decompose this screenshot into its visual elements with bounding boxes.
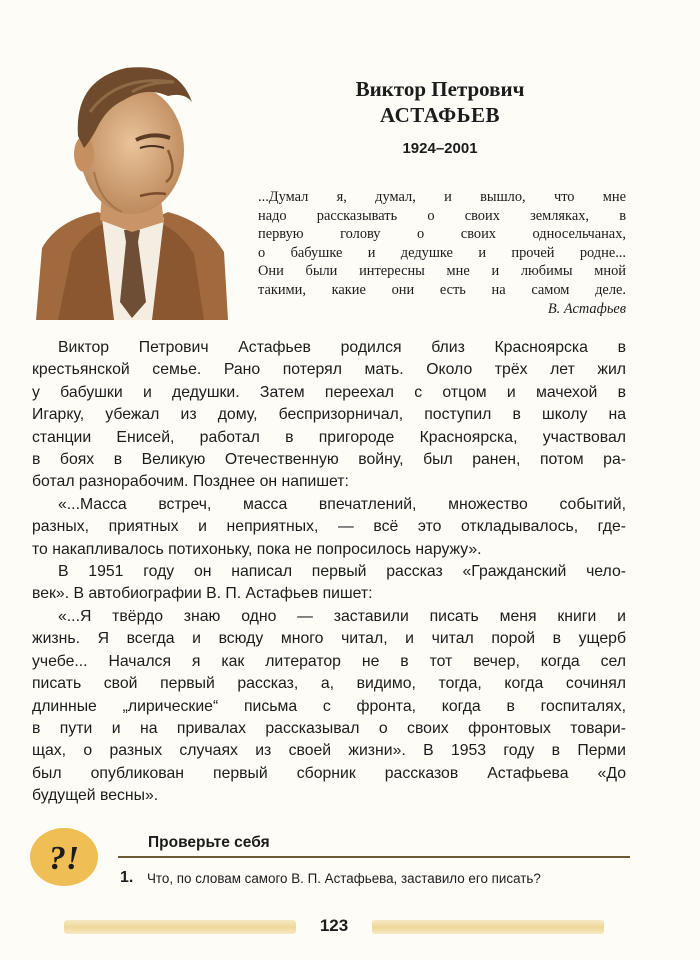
epigraph-line: такими, какие они есть на самом деле. [258,281,626,298]
question-badge-icon [28,826,100,888]
text-line: то накапливалось потихоньку, пока не попросилось наружу». [32,540,482,558]
text-line: Виктор Петрович Астафьев родился близ Красноярска в [58,339,626,356]
text-line: был опубликован первый сборник рассказов Астафьева «До [32,764,626,782]
text-line: учебе... Начался я как литератор не в тот вечер, когда сел [32,652,626,670]
epigraph-author: В. Астафьев [547,301,626,317]
text-line: Игарку, убежал из дому, беспризорничал, поступил в школу на [32,406,626,424]
footer-band-right [372,920,604,934]
text-line: станции Енисей, работал в пригороде Красноярска, участвовал [32,428,626,446]
text-line: «...Масса встреч, масса впечатлений, множество событий, [58,495,626,513]
epigraph-line: ...Думал я, думал, и вышло, что мне [258,189,626,205]
author-title-block [300,76,580,157]
text-line: у бабушки и дедушки. Затем переехал с отцом и мачехой в [32,383,626,401]
author-years: 1924–2001 [402,140,478,157]
question-number: 1. [120,869,134,886]
text-line: будущей весны». [32,787,159,805]
question-badge-text: ?! [48,840,80,877]
author-portrait-icon [28,52,234,320]
text-line: ботал разнорабочим. Позднее он напишет: [32,473,349,491]
text-line: «...Я твёрдо знаю одно — заставили писать меня книги и [58,607,626,625]
text-line: в боях в Великую Отечественную войну, был ранен, потом ра- [32,451,626,469]
text-line: длинные „лирические“ письма с фронта, когда в госпиталях, [32,697,626,715]
footer-band-left [64,920,296,934]
text-line: В 1951 году он написал первый рассказ «Гражданский чело- [58,563,626,581]
text-line: писать свой первый рассказ, а, видимо, тогда, когда сочинял [32,675,626,693]
epigraph-line: первую голову о своих односельчанах, [258,226,626,242]
epigraph [258,188,626,319]
text-line: жизнь. Я всегда и всюду много читал, и читал порой в ущерб [32,630,626,648]
epigraph-line: о бабушке и дедушке и прочей родне... [258,244,626,261]
text-line: щах, о разных случаях из своей жизни». В 1953 году в Перми [32,742,626,760]
page-number: 123 [319,916,349,935]
text-line: крестьянской семье. Рано потерял мать. Около трёх лет жил [32,361,626,379]
author-first-names: Виктор Петрович [355,77,525,101]
biography-text [32,337,626,808]
section-divider [118,856,630,858]
question-text: Что, по словам самого В. П. Астафьева, заставило его писать? [147,871,541,886]
text-line: век». В автобиографии В. П. Астафьев пишет: [32,585,373,603]
epigraph-line: Они были интересны мне и любимы мной [258,263,626,279]
author-surname: АСТАФЬЕВ [379,103,501,127]
check-section-title: Проверьте себя [148,834,270,851]
text-line: в пути и на привалах рассказывал о своих фронтовых товари- [32,719,626,737]
author-portrait [28,52,234,320]
epigraph-line: надо рассказывать о своих земляках, в [258,207,626,224]
text-line: разных, приятных и неприятных, — всё это откладывалось, где- [32,518,626,536]
